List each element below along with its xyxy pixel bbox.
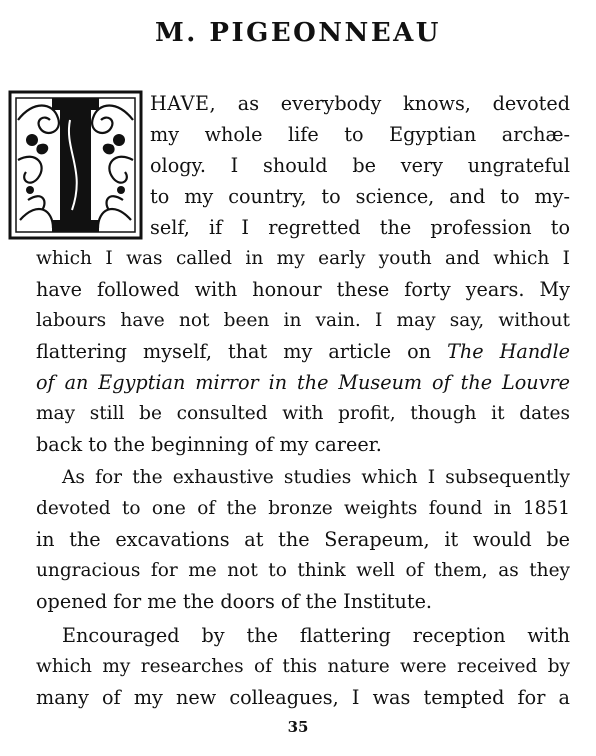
opening-word: HAVE, <box>150 92 217 115</box>
text-line: to my country, to science, and to my- <box>150 185 570 208</box>
text-line: my whole life to Egyptian archæ- <box>150 123 570 146</box>
text-line: ungracious for me not to think well of them, as they <box>36 560 570 581</box>
text-line: labours have not been in vain. I may say, without <box>36 310 570 331</box>
text-line <box>150 88 570 119</box>
text-line: Encouraged by the flattering reception with <box>62 624 570 647</box>
text-line: many of my new colleagues, I was tempted for a <box>36 686 570 709</box>
text-line: As for the exhaustive studies which I subsequently <box>62 467 570 488</box>
text-line: may still be consulted with profit, though it dates <box>36 403 570 424</box>
text-line: have followed with honour these forty years. My <box>36 278 570 301</box>
text-line: ology. I should be very ungrateful <box>150 154 570 177</box>
text-line: in the excavations at the Serapeum, it would be <box>36 528 570 551</box>
text-line: self, if I regretted the profession to <box>150 216 570 239</box>
page-number: 35 <box>287 718 309 736</box>
text-line: which my researches of this nature were received by <box>36 656 570 677</box>
line-text: flattering myself, that my article on <box>36 340 448 363</box>
italic-title: The Handle <box>447 340 570 363</box>
text-line: which I was called in my early youth and which I <box>36 248 570 269</box>
text-line: opened for me the doors of the Institute. <box>36 590 433 613</box>
line-text: as everybody knows, devoted <box>216 92 570 115</box>
text-line <box>36 336 570 367</box>
running-head: M. PIGEONNEAU <box>155 18 441 48</box>
ornamental-initial <box>8 90 143 240</box>
text-line: back to the beginning of my career. <box>36 433 382 456</box>
text-line: devoted to one of the bronze weights found in 1851 <box>36 498 570 519</box>
italic-title-line: of an Egyptian mirror in the Museum of the Louvre <box>36 371 570 394</box>
